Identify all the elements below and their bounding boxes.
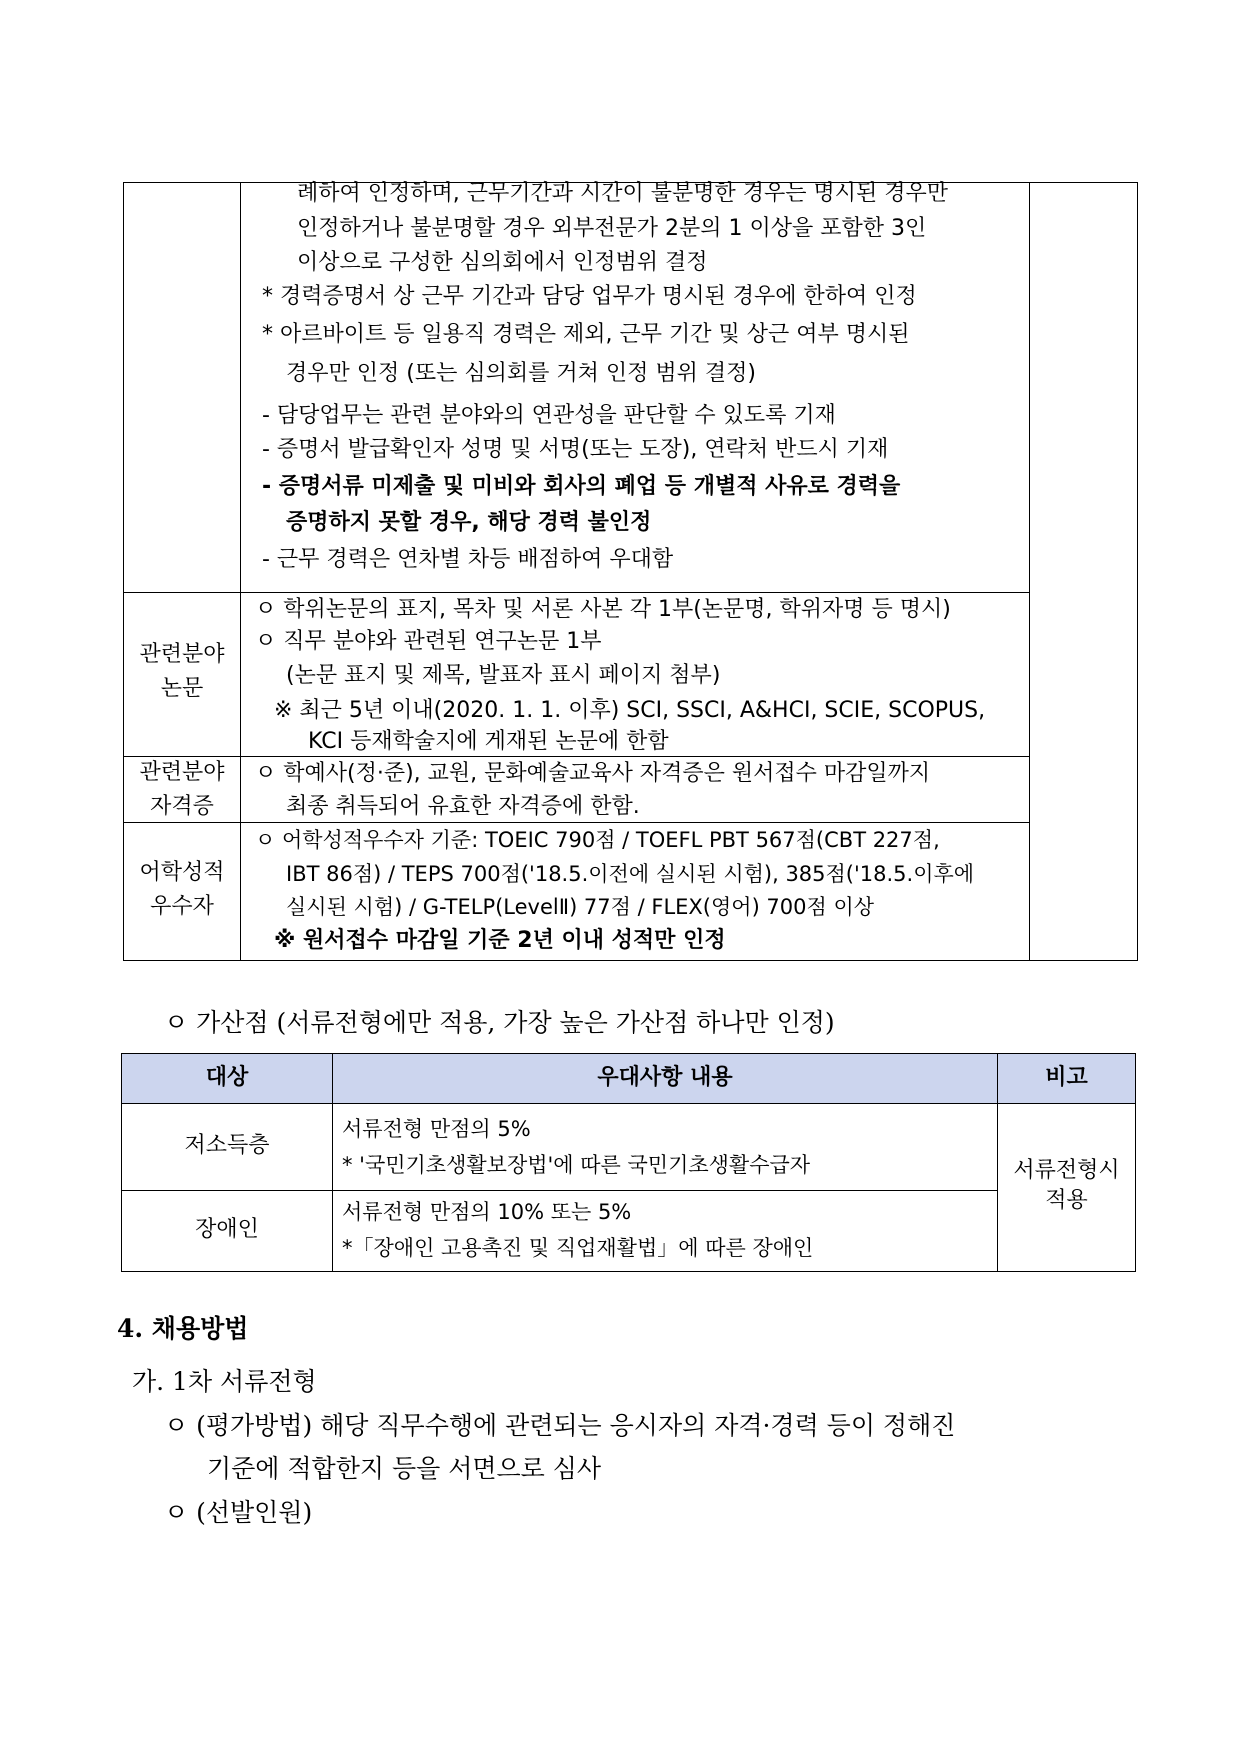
bonus-note-line-2: 적용	[1045, 1188, 1088, 1213]
header-target: 대상	[205, 1065, 249, 1090]
thesis-label-line-1: 관련분야	[139, 642, 225, 667]
thesis-line-5: KCI 등재학술지에 게재된 논문에 한함	[308, 729, 669, 754]
row-content-line-2: * '국민기초생활보장법'에 따른 국민기초생활수급자	[342, 1153, 811, 1177]
thesis-label-line-2: 논문	[160, 676, 204, 701]
language-line-1: ㅇ 어학성적우수자 기준: TOEIC 790점 / TOEFL PBT 567점(CBT 227점,	[255, 828, 940, 852]
row-content-line-1: 서류전형 만점의 5%	[342, 1117, 531, 1141]
certificate-line-2: 최종 취득되어 유효한 자격증에 한함.	[286, 794, 640, 819]
career-line-4: * 경력증명서 상 근무 기간과 담당 업무가 명시된 경우에 한하여 인정	[262, 284, 917, 309]
language-line-4: ※ 원서접수 마감일 기준 2년 이내 성적만 인정	[274, 928, 726, 953]
thesis-line-1: ㅇ 학위논문의 표지, 목차 및 서론 사본 각 1부(논문명, 학위자명 등 명시)	[255, 597, 951, 622]
row-content-line-2: *「장애인 고용촉진 및 직업재활법」에 따른 장애인	[342, 1236, 814, 1260]
career-line-3: 이상으로 구성한 심의회에서 인정범위 결정	[297, 250, 708, 275]
bonus-heading: ㅇ 가산점 (서류전형에만 적용, 가장 높은 가산점 하나만 인정)	[164, 1008, 835, 1037]
career-line-11: - 근무 경력은 연차별 차등 배점하여 우대함	[262, 547, 674, 572]
bonus-note	[998, 1156, 1135, 1216]
career-line-8: - 증명서 발급확인자 성명 및 서명(또는 도장), 연락처 반드시 기재	[262, 437, 889, 462]
row-content-line-1: 서류전형 만점의 10% 또는 5%	[342, 1200, 632, 1224]
career-line-2: 인정하거나 불분명할 경우 외부전문가 2분의 1 이상을 포함한 3인	[297, 216, 927, 241]
certificate-line-1: ㅇ 학예사(정·준), 교원, 문화예술교육사 자격증은 원서접수 마감일까지	[255, 761, 931, 786]
header-note: 비고	[1045, 1065, 1088, 1090]
selection-item: ㅇ (선발인원)	[164, 1498, 313, 1527]
career-line-5: * 아르바이트 등 일용직 경력은 제외, 근무 기간 및 상근 여부 명시된	[262, 322, 910, 347]
career-line-7: - 담당업무는 관련 분야와의 연관성을 판단할 수 있도록 기재	[262, 403, 836, 428]
thesis-line-4: ※ 최근 5년 이내(2020. 1. 1. 이후) SCI, SSCI, A&HCI, SCIE, SCOPUS,	[274, 698, 986, 723]
thesis-line-2: ㅇ 직무 분야와 관련된 연구논문 1부	[255, 629, 602, 654]
section-4-sub: 가. 1차 서류전형	[132, 1367, 317, 1396]
certificate-label-line-2: 자격증	[150, 794, 214, 819]
language-label	[124, 856, 240, 924]
bonus-note-line-1: 서류전형시	[1013, 1158, 1120, 1183]
certificate-label	[124, 756, 240, 824]
header-content: 우대사항 내용	[597, 1065, 733, 1090]
language-line-2: IBT 86점) / TEPS 700점('18.5.이전에 실시된 시험), 385점('18.5.이후에	[286, 862, 975, 886]
row-target: 장애인	[195, 1217, 259, 1242]
language-label-line-1: 어학성적	[139, 860, 225, 885]
career-line-10: 증명하지 못할 경우, 해당 경력 불인정	[286, 510, 652, 535]
career-line-1: 례하여 인정하며, 근무기간과 시간이 불분명한 경우는 명시된 경우만	[297, 181, 949, 206]
certificate-label-line-1: 관련분야	[139, 760, 225, 785]
evaluation-line-1: ㅇ (평가방법) 해당 직무수행에 관련되는 응시자의 자격·경력 등이 정해진	[164, 1411, 956, 1440]
thesis-line-3: (논문 표지 및 제목, 발표자 표시 페이지 첨부)	[286, 663, 721, 688]
career-line-6: 경우만 인정 (또는 심의회를 거쳐 인정 범위 결정)	[286, 361, 756, 386]
row-target: 저소득층	[184, 1133, 270, 1158]
thesis-label	[124, 638, 240, 706]
language-label-line-2: 우수자	[150, 894, 214, 919]
section-4-title: 4. 채용방법	[117, 1314, 249, 1343]
language-line-3: 실시된 시험) / G-TELP(LevelⅡ) 77점 / FLEX(영어) 700점 이상	[286, 895, 875, 919]
career-line-9: - 증명서류 미제출 및 미비와 회사의 폐업 등 개별적 사유로 경력을	[262, 474, 901, 499]
evaluation-line-2: 기준에 적합한지 등을 서면으로 심사	[207, 1454, 602, 1483]
